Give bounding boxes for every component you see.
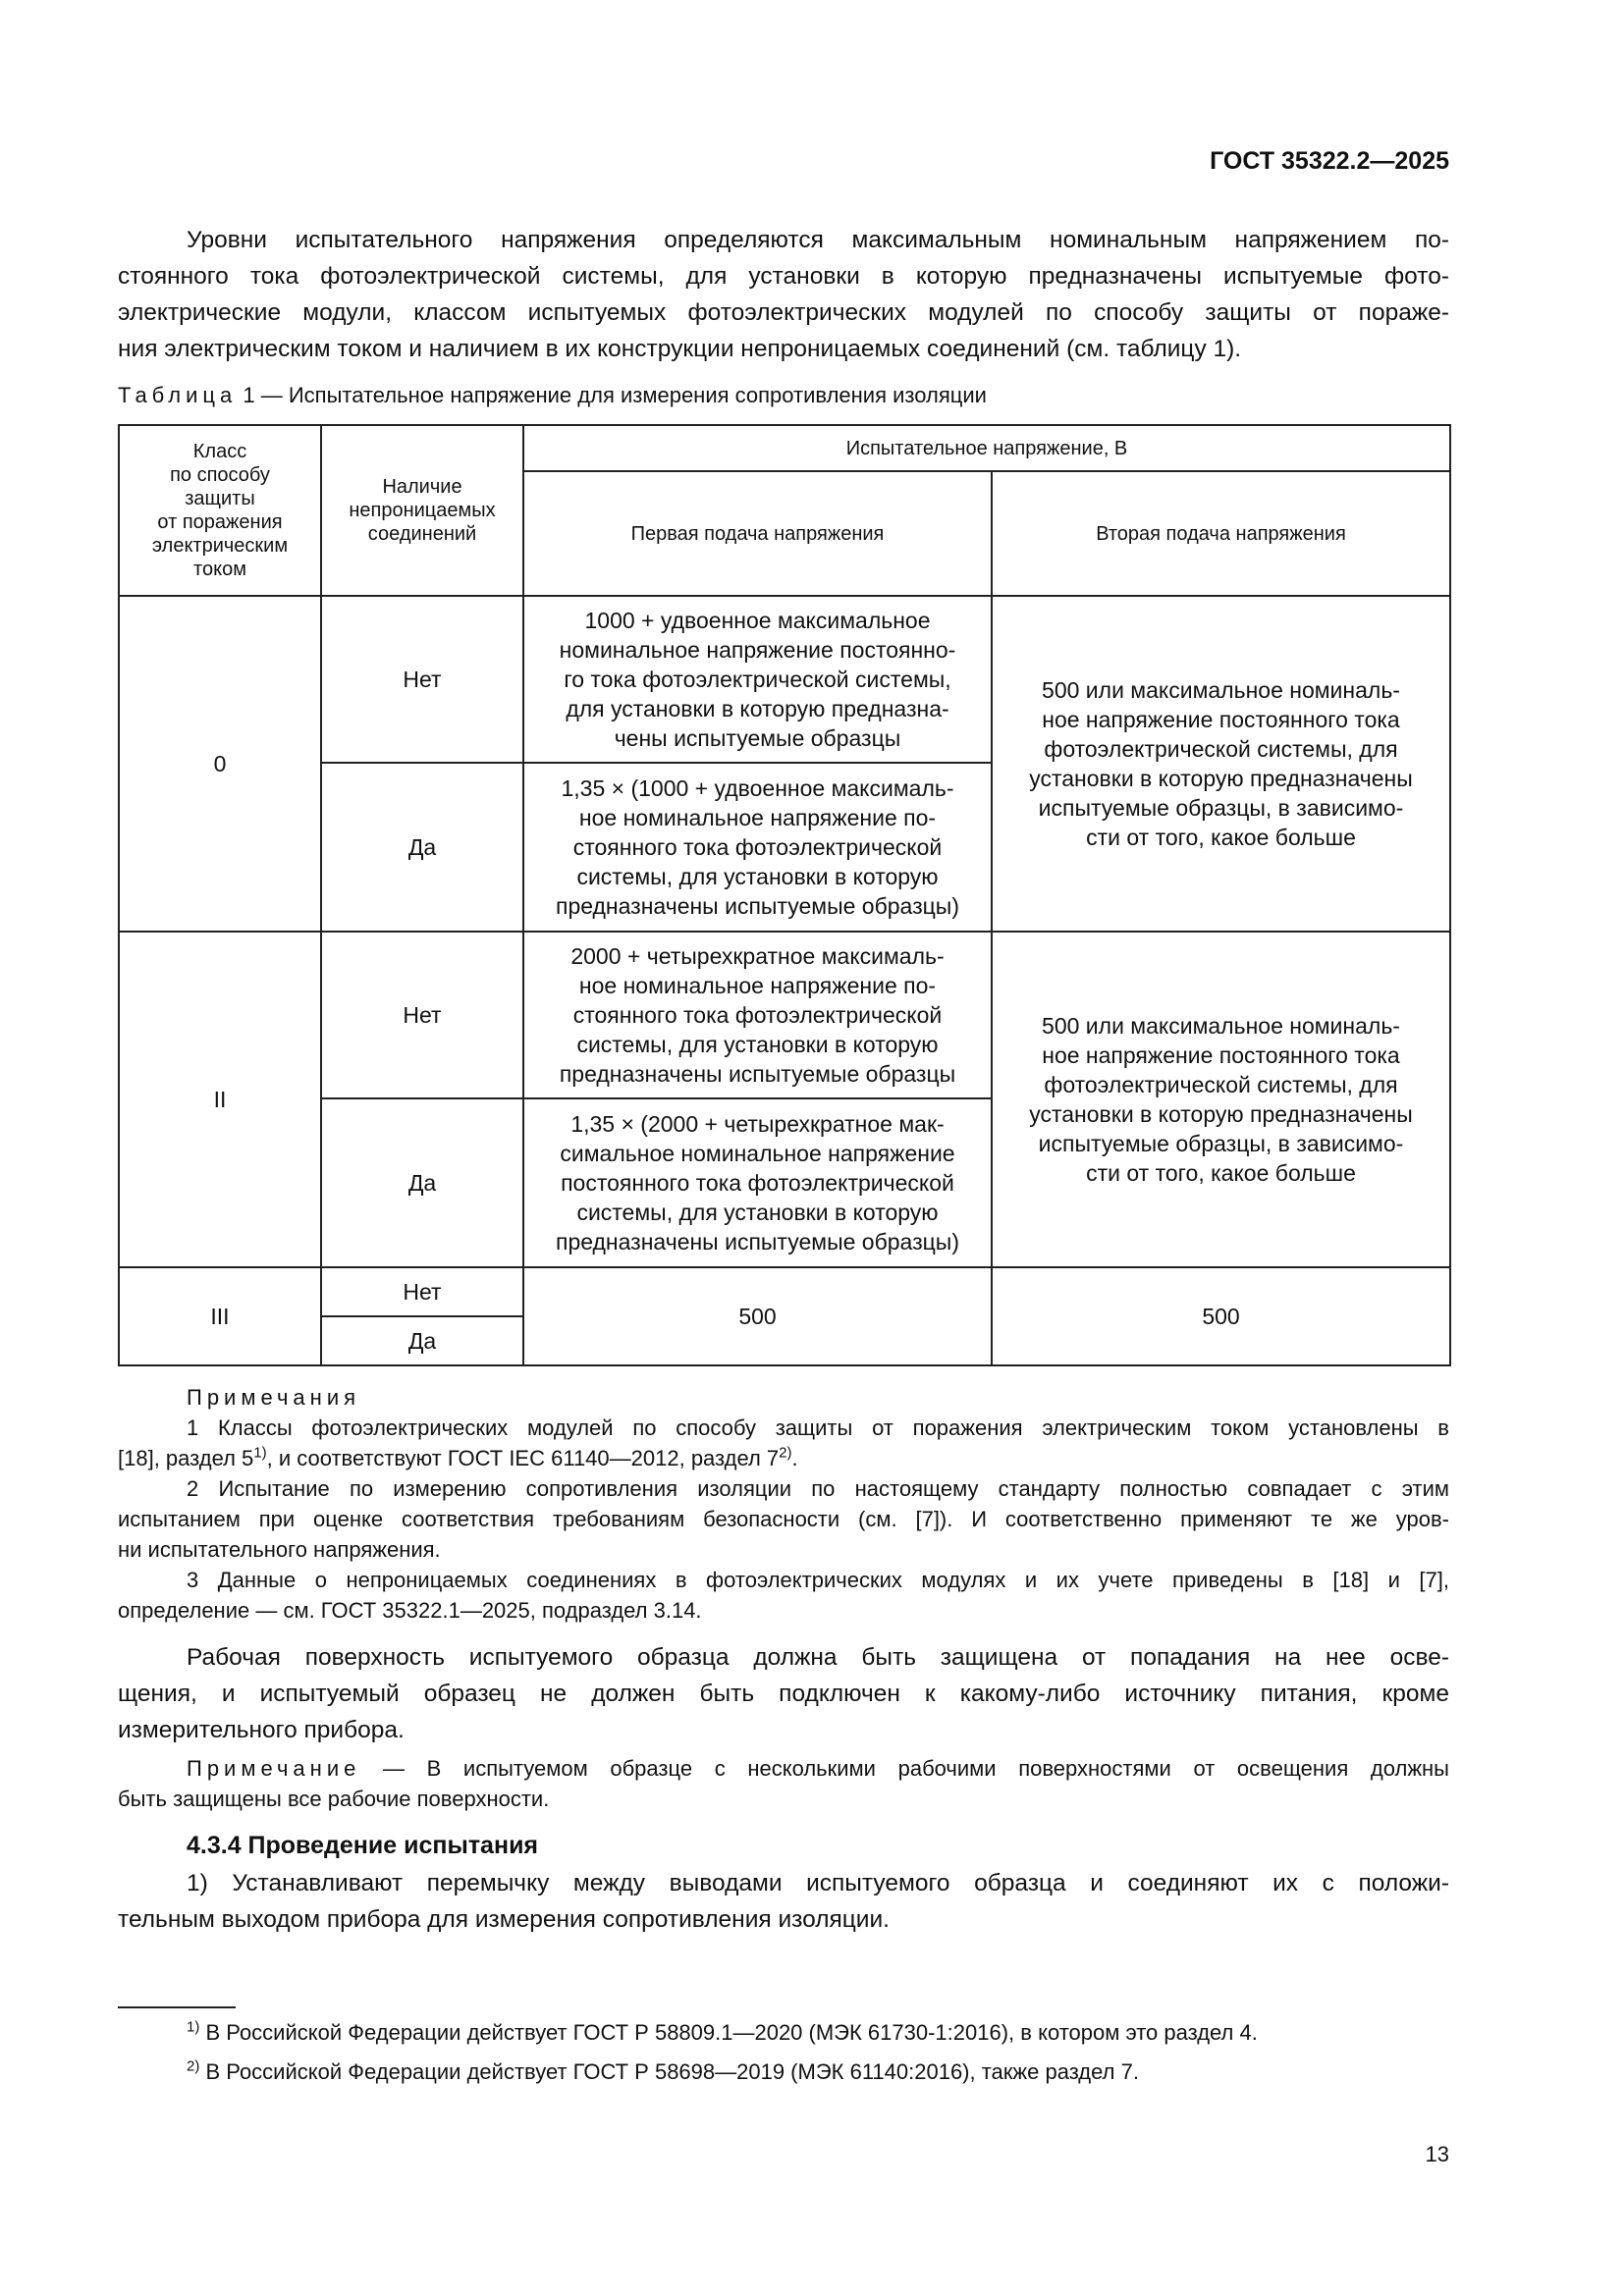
seals-cell: Нет (321, 932, 523, 1098)
table-caption-text: 1 — Испытательное напряжение для измерения сопротивления изоляции (243, 383, 987, 407)
second-voltage-cell: 500 или максимальное номиналь- ное напряжение постоянного тока фотоэлектрической системы, для установки в которую предназначены испытуемые образцы, в зависимо- сти от того, какое больше (992, 932, 1450, 1267)
note-2-line: ни испытательного напряжения. (118, 1537, 441, 1562)
table-notes (118, 1382, 1449, 1626)
page-number: 13 (1425, 2142, 1449, 2166)
seals-cell: Да (321, 1316, 523, 1365)
first-voltage-cell: 1000 + удвоенное максимальное номинальное напряжение постоянно- го тока фотоэлектрической системы, для установки в которую предназна- чены испытуемые образцы (523, 596, 992, 763)
header-test-voltage: Испытательное напряжение, В (523, 425, 1450, 471)
text-line: Уровни испытательного напряжения определяются максимальным номинальным напряжением по- (187, 227, 1449, 253)
table-row (119, 1267, 1450, 1316)
note-1-line: 1 Классы фотоэлектрических модулей по способу защиты от поражения электрическим током установлены в (187, 1415, 1449, 1440)
class-cell: 0 (119, 596, 321, 932)
second-voltage-cell: 500 (992, 1267, 1450, 1365)
header-first-application: Первая подача напряжения (523, 471, 992, 596)
table-caption-label: Таблица (118, 383, 238, 407)
text-line: тельным выходом прибора для измерения сопротивления изоляции. (118, 1906, 890, 1933)
surface-paragraph (118, 1639, 1449, 1748)
class-cell: III (119, 1267, 321, 1365)
first-voltage-cell: 2000 + четырехкратное максималь- ное номинальное напряжение по- стоянного тока фотоэлектрической системы, для установки в которую предназначены испытуемые образцы (523, 932, 992, 1098)
note-2-line: испытанием при оценке соответствия требованиям безопасности (см. [7]). И соответственно применяют те же уров- (118, 1507, 1449, 1531)
test-voltage-table (118, 424, 1451, 1366)
seals-cell: Нет (321, 596, 523, 763)
note-line: Примечание — В испытуемом образце с несколькими рабочими поверхностями от освещения должны (187, 1756, 1449, 1781)
text-line: Рабочая поверхность испытуемого образца должна быть защищена от попадания на нее осве- (187, 1644, 1449, 1671)
note-1-line: [18], раздел 5$^{1)}$, и соответствуют ГОСТ IEC 61140—2012, раздел 7$^{2)}$. (118, 1444, 798, 1470)
note-3-line: определение — см. ГОСТ 35322.1—2025, подраздел 3.14. (118, 1598, 702, 1623)
document-id-header: ГОСТ 35322.2—2025 (1210, 147, 1449, 175)
footnote-2: $^{2)}$ В Российской Федерации действует ГОСТ Р 58698—2019 (МЭК 61140:2016), также раздел 7. (187, 2057, 1139, 2084)
first-voltage-cell: 1,35 × (1000 + удвоенное максималь- ное номинальное напряжение по- стоянного тока фотоэлектрической системы, для установки в которую предназначены испытуемые образцы) (523, 763, 992, 932)
note-3-line: 3 Данные о непроницаемых соединениях в фотоэлектрических модулях и их учете приведены в [18] и [7], (187, 1568, 1449, 1592)
seals-cell: Да (321, 1098, 523, 1267)
note-2-line: 2 Испытание по измерению сопротивления изоляции по настоящему стандарту полностью совпадает с этим (187, 1476, 1449, 1501)
footnote-1: $^{1)}$ В Российской Федерации действует ГОСТ Р 58809.1—2020 (МЭК 61730-1:2016), в котором это раздел 4. (187, 2018, 1258, 2045)
second-voltage-cell: 500 или максимальное номиналь- ное напряжение постоянного тока фотоэлектрической системы, для установки в которую предназначены испытуемые образцы, в зависимо- сти от того, какое больше (992, 596, 1450, 932)
header-protection-class: Класс по способу защиты от поражения электрическим током (119, 425, 321, 596)
step-1-paragraph (118, 1865, 1449, 1938)
seals-cell: Нет (321, 1267, 523, 1316)
text-line: 1) Устанавливают перемычку между выводами испытуемого образца и соединяют их с положи- (187, 1870, 1449, 1896)
text-line: щения, и испытуемый образец не должен быть подключен к какому-либо источнику питания, кроме (118, 1681, 1449, 1707)
text-line: ния электрическим током и наличием в их конструкции непроницаемых соединений (см. таблицу 1). (118, 336, 1242, 362)
text-line: электрические модули, классом испытуемых фотоэлектрических модулей по способу защиты от пораже- (118, 299, 1449, 326)
intro-paragraph (118, 222, 1449, 367)
text-line: измерительного прибора. (118, 1717, 405, 1743)
header-seals: Наличие непроницаемых соединений (321, 425, 523, 596)
table-caption (118, 383, 987, 408)
surface-note (118, 1753, 1449, 1814)
first-voltage-cell: 1,35 × (2000 + четырехкратное мак- симальное номинальное напряжение постоянного тока фотоэлектрической системы, для установки в которую предназначены испытуемые образцы) (523, 1098, 992, 1267)
section-heading: 4.3.4 Проведение испытания (187, 1832, 539, 1859)
table-row (119, 932, 1450, 1098)
text-line: стоянного тока фотоэлектрической системы, для установки в которую предназначены испытуемые фото- (118, 263, 1449, 290)
note-line: быть защищены все рабочие поверхности. (118, 1787, 550, 1811)
header-second-application: Вторая подача напряжения (992, 471, 1450, 596)
footnote-separator (118, 2006, 236, 2008)
notes-title: Примечания (187, 1385, 361, 1410)
first-voltage-cell: 500 (523, 1267, 992, 1365)
class-cell: II (119, 932, 321, 1267)
table-row (119, 596, 1450, 763)
seals-cell: Да (321, 763, 523, 932)
